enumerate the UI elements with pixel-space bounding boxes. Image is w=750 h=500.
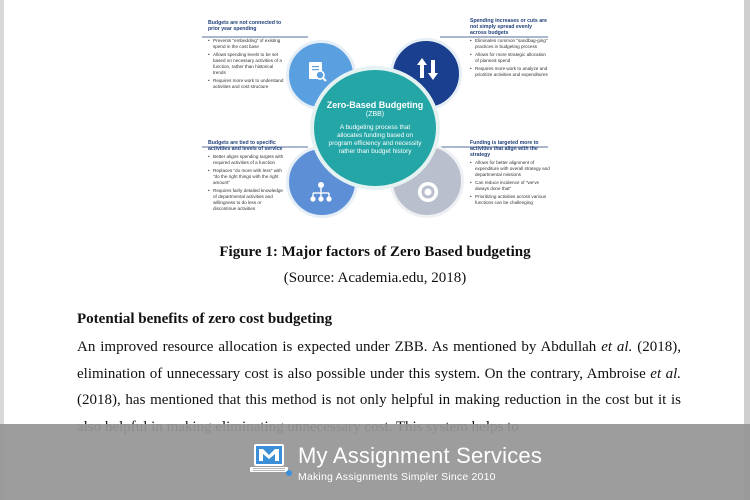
document-search-icon (305, 60, 329, 84)
bottom-left-bullet: • Requires fairly detailed knowledge of departmental activities and willingness to do less or discontinue activities (208, 188, 286, 212)
center-description: A budgeting process that allocates funding based on program efficiency and necessity rather than budget history (328, 124, 422, 155)
brand-name: My Assignment Services (298, 443, 543, 468)
paragraph-text: (2018), has mentioned that this method is not only helpful in making reduction in the cost but it is (77, 392, 681, 408)
top-left-bullet: • Prevents "embedding" of existing spend in the cost base (208, 38, 286, 50)
bottom-left-heading: Budgets are tied to specific activities and levels of service (208, 140, 283, 152)
bottom-left-bullet: • Replaces "do more with less" with "do the right things with the right amount" (208, 168, 286, 186)
arrows-up-down-icon (416, 56, 440, 82)
top-right-bullet: • Eliminates common "sandbag-ging" practices in budgeting process (470, 38, 550, 50)
bottom-right-bullet: • Allows for better alignment of expenditure with overall strategy and departmental missions (470, 160, 550, 178)
bottom-right-bullet: • Can reduce incidence of "we've always done that" (470, 180, 550, 192)
top-left-bullet: • Allows spending levels to be set based on necessary activities of a function, rather than historical trends (208, 52, 286, 76)
top-right-bullet: • Requires more work to analyze and prioritize activities and expenditures (470, 66, 550, 78)
brand-tagline: Making Assignments Simpler Since 2010 (298, 471, 496, 483)
center-circle (310, 66, 440, 190)
hierarchy-icon (308, 180, 334, 204)
et-al-italic: et al. (650, 365, 682, 382)
top-right-bullet: • Allows for more strategic allocation of planned spend (470, 52, 550, 64)
top-left-bullet: • Requires more work to understand activities and cost structure (208, 78, 286, 90)
bottom-left-bullet: • Better aligns spending targets with required activities of a function (208, 154, 286, 166)
paragraph-text: An improved resource allocation is expected under ZBB. As mentioned by Abdullah (77, 339, 602, 355)
figure-caption: Figure 1: Major factors of Zero Based budgeting (219, 244, 531, 260)
center-subtitle: (ZBB) (365, 111, 385, 118)
et-al-italic: et al. (601, 339, 633, 355)
figure-source: (Source: Academia.edu, 2018) (283, 270, 467, 286)
paragraph-text: (2018), elimination of unnecessary cost is also possible under this system. On the contrary, Ambroise (77, 339, 681, 382)
bottom-right-bullet: • Prioritizing activities across various functions can be challenging (470, 194, 550, 206)
top-left-heading: Budgets are not connected to prior year spending (208, 20, 282, 32)
laptop-logo-icon (248, 442, 294, 480)
bottom-right-heading: Funding is targeted more to activities that align with the strategy (470, 140, 539, 158)
top-left-text (208, 20, 286, 92)
section-heading: Potential benefits of zero cost budgeting (77, 311, 333, 327)
zbb-diagram (200, 14, 550, 236)
center-title: Zero-Based Budgeting (326, 100, 424, 110)
bottom-right-text (470, 140, 550, 208)
target-icon (416, 180, 440, 204)
top-right-heading: Spending increases or cuts are not simply spread evenly across budgets (470, 18, 547, 36)
bottom-left-text (208, 140, 286, 214)
top-right-text (470, 18, 550, 80)
